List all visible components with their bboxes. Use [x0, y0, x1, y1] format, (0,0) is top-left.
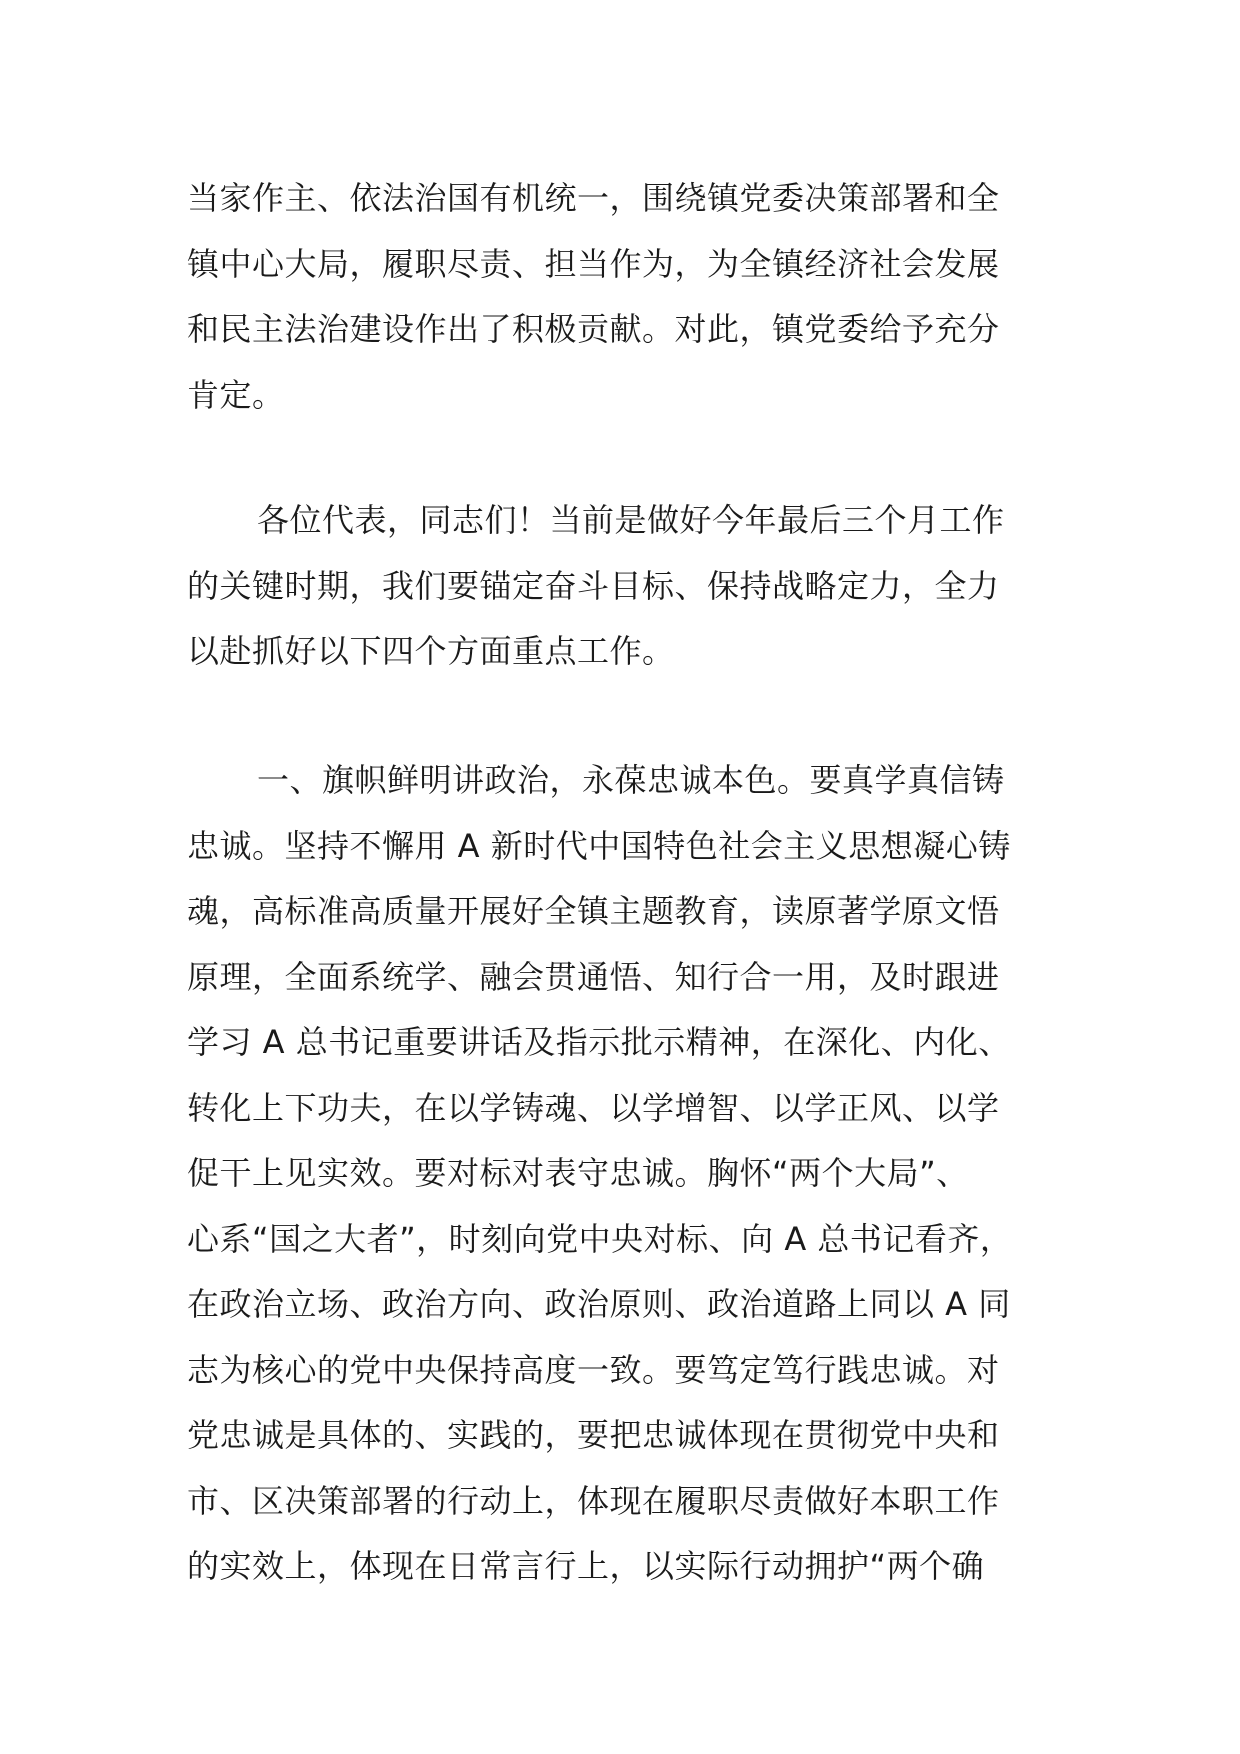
paragraph-line: 促干上见实效。要对标对表守忠诚。胸怀“两个大局”、	[187, 1154, 969, 1192]
paragraph-line: 转化上下功夫，在以学铸魂、以学增智、以学正风、以学	[187, 1088, 1000, 1127]
paragraph-line: 的关键时期，我们要锚定奋斗目标、保持战略定力，全力	[187, 566, 1000, 605]
paragraph-line: 原理，全面系统学、融会贯通悟、知行合一用，及时跟进	[187, 957, 1000, 996]
paragraph-line: 市、区决策部署的行动上，体现在履职尽责做好本职工作	[187, 1481, 1000, 1520]
paragraph-line: 党忠诚是具体的、实践的，要把忠诚体现在贯彻党中央和	[187, 1416, 1000, 1454]
paragraph-1	[187, 166, 1057, 428]
paragraph-line: 学习 A 总书记重要讲话及指示批示精神，在深化、内化、	[187, 1023, 1011, 1061]
paragraph-line: 当家作主、依法治国有机统一，围绕镇党委决策部署和全	[187, 179, 1000, 217]
paragraph-line: 肯定。	[187, 375, 285, 414]
paragraph-line: 忠诚。坚持不懈用 A 新时代中国特色社会主义思想凝心铸	[187, 826, 1011, 865]
paragraph-line: 心系“国之大者”，时刻向党中央对标、向 A 总书记看齐，	[187, 1219, 1013, 1258]
paragraph-line: 各位代表，同志们！当前是做好今年最后三个月工作	[257, 501, 1005, 539]
paragraph-2	[187, 488, 1057, 685]
paragraph-line: 的实效上，体现在日常言行上，以实际行动拥护“两个确	[187, 1547, 985, 1585]
paragraph-line: 在政治立场、政治方向、政治原则、政治道路上同以 A 同	[187, 1285, 1011, 1323]
paragraph-line: 志为核心的党中央保持高度一致。要笃定笃行践忠诚。对	[187, 1350, 1000, 1389]
paragraph-line: 镇中心大局，履职尽责、担当作为，为全镇经济社会发展	[187, 244, 1000, 283]
paragraph-3	[187, 748, 1057, 1600]
paragraph-line: 魂，高标准高质量开展好全镇主题教育，读原著学原文悟	[187, 892, 1000, 930]
paragraph-line: 一、旗帜鲜明讲政治，永葆忠诚本色。要真学真信铸	[257, 761, 1005, 799]
paragraph-line: 和民主法治建设作出了积极贡献。对此，镇党委给予充分	[187, 310, 1000, 348]
paragraph-line: 以赴抓好以下四个方面重点工作。	[187, 632, 675, 670]
